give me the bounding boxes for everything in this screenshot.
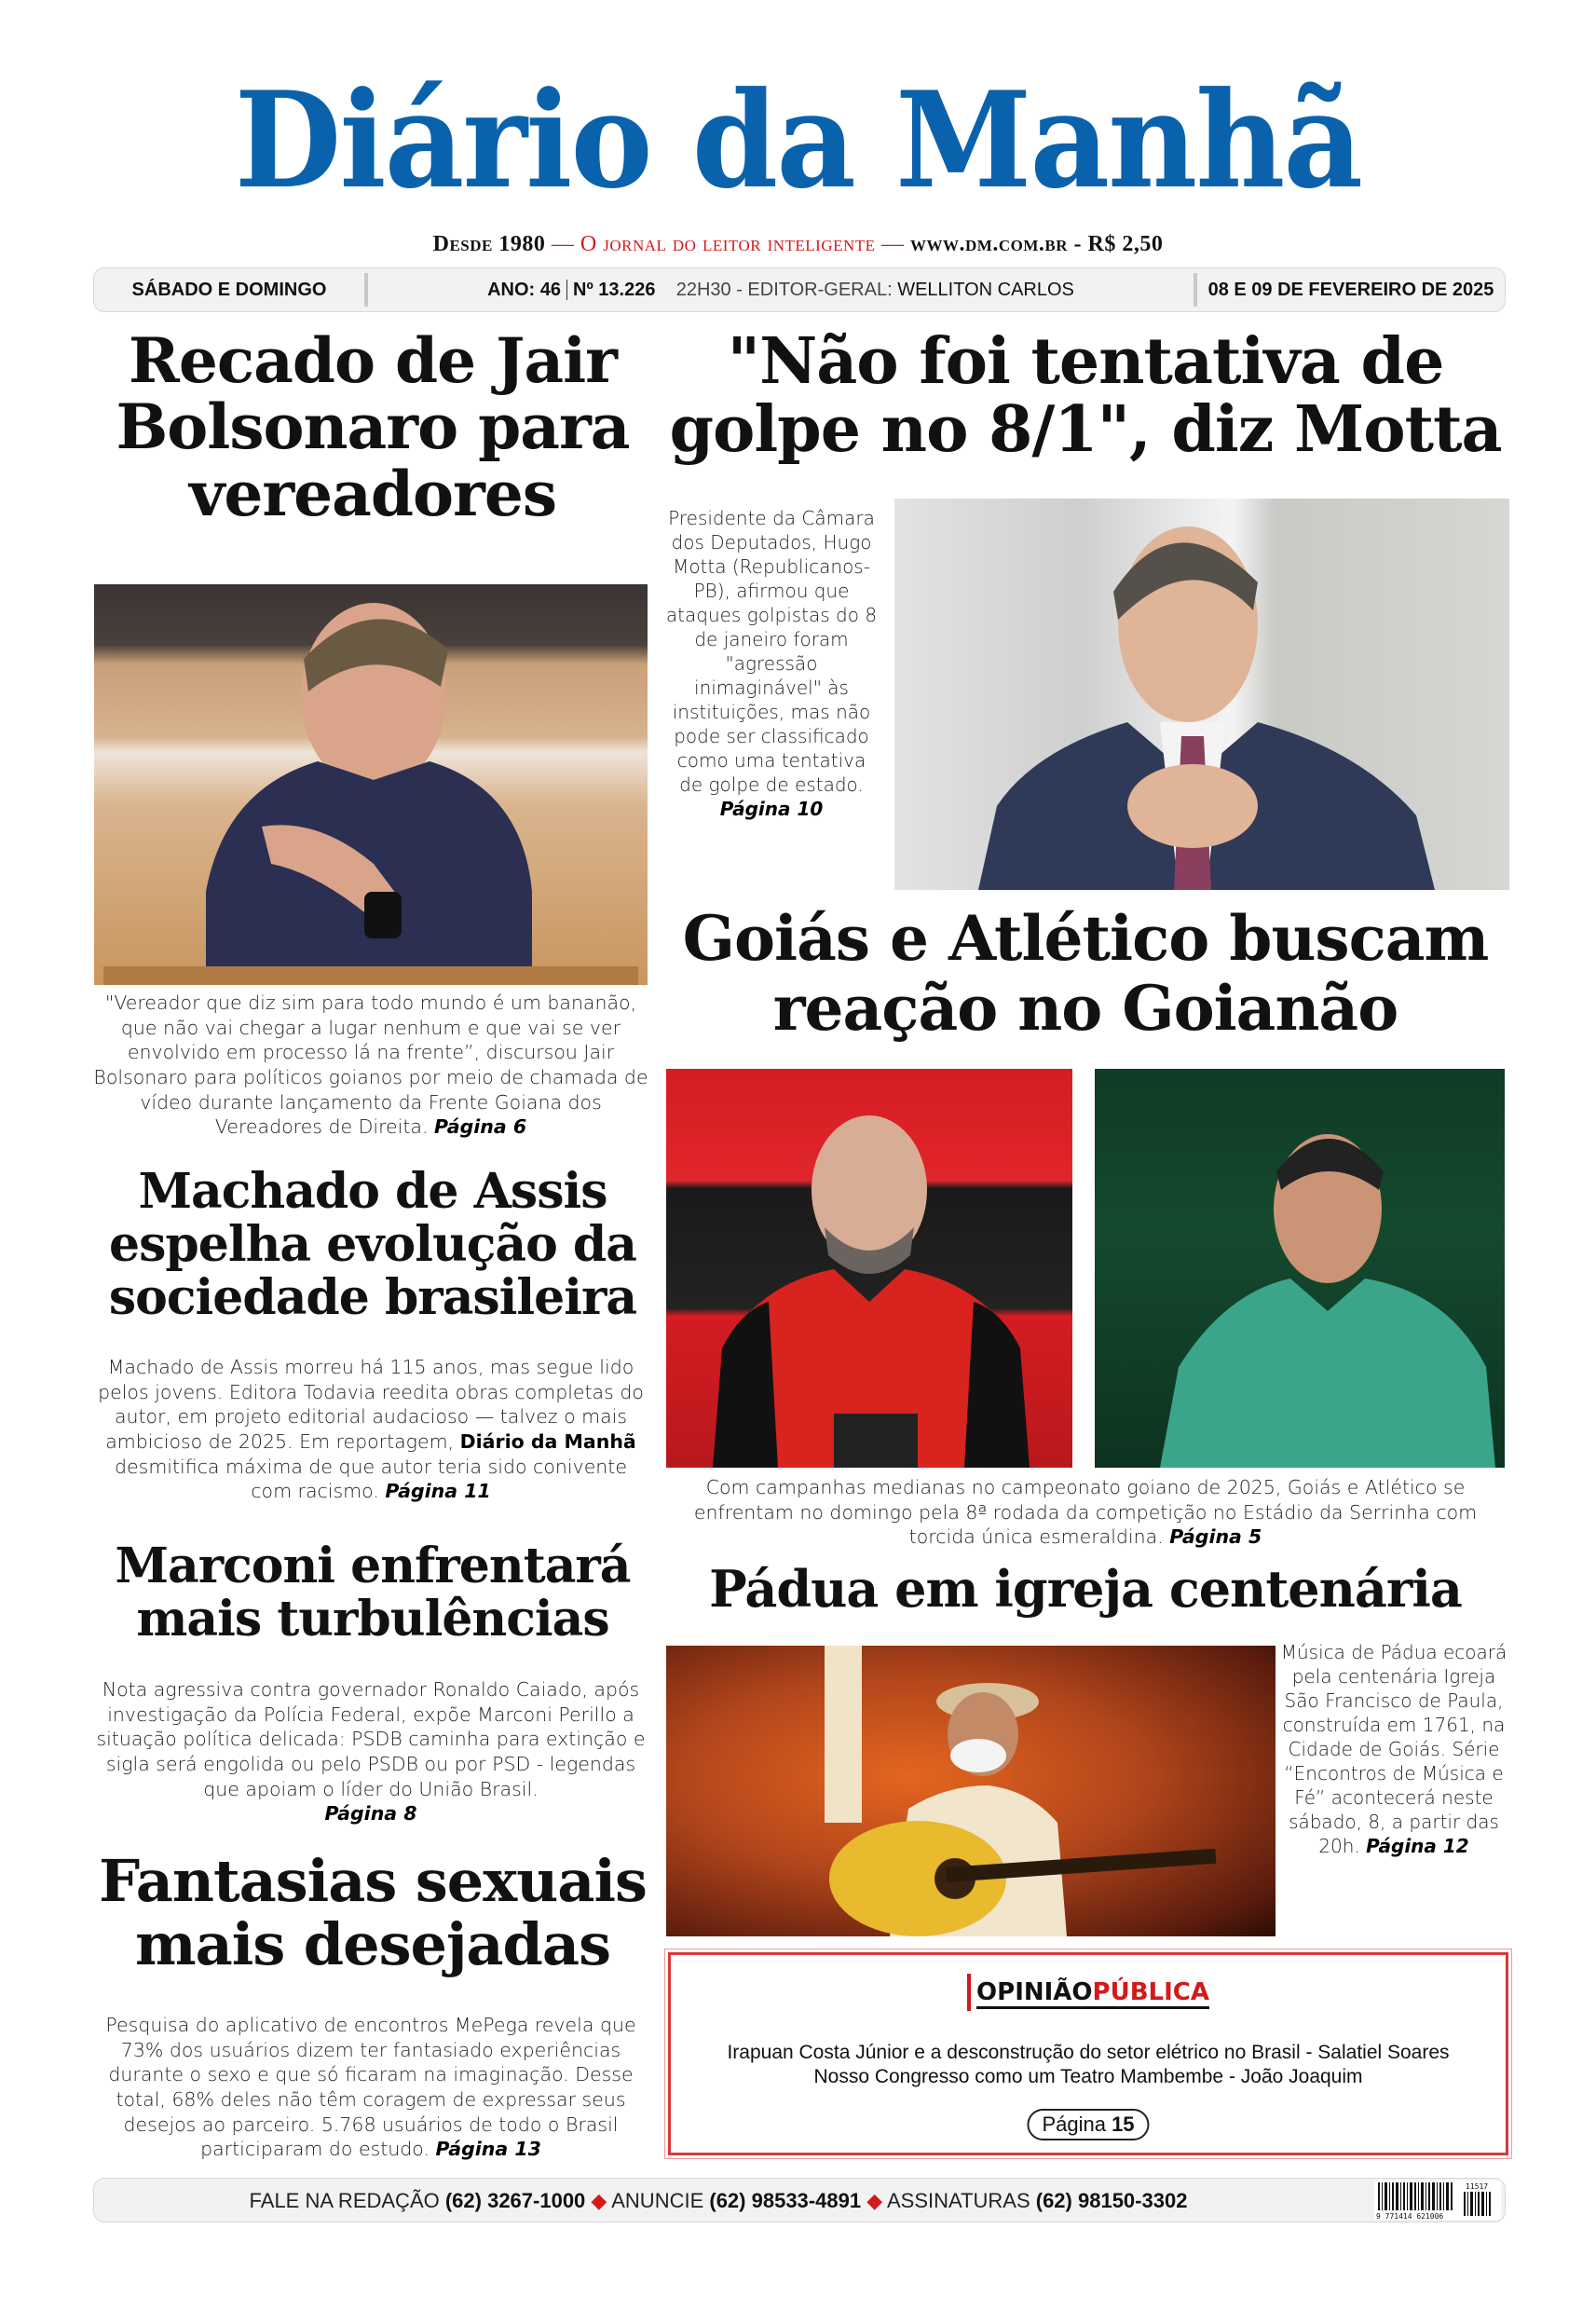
blurb-machado [93,1355,648,1504]
photo-atletico-coach[interactable] [666,1069,1072,1468]
editor-label: - EDITOR-GERAL: [730,279,898,300]
redacao-label: FALE NA REDAÇÃO [249,2189,445,2212]
person-illustration-icon [666,1069,1072,1468]
anuncie-label: ANUNCIE [607,2189,710,2212]
headline-motta[interactable]: "Não foi tentativa de golpe no 8/1", diz Motta [669,324,1502,468]
redacao-phone[interactable]: (62) 3267-1000 [444,2189,586,2212]
edition-day: SÁBADO E DOMINGO [131,279,327,300]
blurb-text: Pesquisa do aplicativo de encontros MePega revela que 73% dos usuários dizem ter fantasiado experiências durante o sexo e que só ficaram na imaginação. Desse total, 68% deles não têm coragem de expressar seus desejos ao parceiro. 5.768 usuários de todo o Brasil participaram do estudo. [105,2014,636,2161]
tagline-dash: — [875,232,911,256]
edition-year: ANO: 46 [487,279,561,300]
blurb-text: Machado de Assis morreu há 115 anos, mas segue lido pelos jovens. Editora Todavia reedita obras completas do autor, em projeto editorial audacioso — talvez o mais ambicioso de 2025. Em reportagem, [98,1356,644,1453]
blurb-marconi [93,1677,648,1826]
person-illustration-icon [894,499,1509,890]
page-link[interactable]: Página 6 [434,1115,527,1139]
page-link[interactable]: Página 11 [385,1480,491,1503]
headline-machado[interactable]: Machado de Assis espelha evolução da sociedade brasileira [108,1163,637,1327]
edition-meta [368,280,1194,301]
tagline-price: - R$ 2,50 [1068,232,1164,256]
divider [566,280,567,300]
blurb-text: desmitifica máxima de que autor teria sido conivente com racismo. [115,1455,627,1503]
blurb-text: Nota agressiva contra governador Ronaldo Caiado, após investigação da Polícia Federal, expõe Marconi Perillo a situação política delicada: PSDB caminha para extinção e sigla será engolida ou pelo PSDB ou por PSD - legendas que apoiam o líder do União Brasil. [96,1678,646,1800]
page-link[interactable]: Página 10 [719,798,824,820]
tagline-url[interactable]: www.dm.com.br [910,232,1069,256]
page-link[interactable]: Página 12 [1366,1835,1469,1857]
headline-marconi[interactable]: Marconi enfrentará mais turbulências [115,1538,631,1648]
opiniao-title [671,1974,1506,2011]
diamond-icon: ◆ [866,2189,883,2212]
opiniao-title-word1: OPINIÃO [976,1978,1093,2009]
barcode-addon: 11517 [1466,2182,1489,2191]
editor-name: WELLITON CARLOS [897,279,1074,300]
assinaturas-phone[interactable]: (62) 98150-3302 [1035,2189,1188,2212]
photo-goias-coach[interactable] [1095,1069,1505,1468]
page-label: Página [1042,2113,1112,2136]
headline-bolsonaro[interactable]: Recado de Jair Bolsonaro para vereadores [116,324,630,530]
tagline-dash: — [545,232,580,256]
edition-info-bar [93,267,1506,312]
edition-date: 08 E 09 DE FEVEREIRO DE 2025 [1207,279,1494,300]
anuncie-phone[interactable]: (62) 98533-4891 [709,2189,862,2212]
person-illustration-icon [666,1646,1275,1936]
photo-padua[interactable] [666,1646,1275,1936]
blurb-padua [1276,1640,1511,1858]
headline-goias[interactable]: Goiás e Atlético buscam reação no Goianão [682,902,1489,1045]
barcode-number: 9 771414 621006 [1376,2212,1444,2220]
opiniao-item[interactable]: Nosso Congresso como um Teatro Mambembe - João Joaquim [813,2066,1363,2088]
person-illustration-icon [94,584,648,985]
blurb-text: Com campanhas medianas no campeonato goiano de 2025, Goiás e Atlético se enfrentam no domingo pela 8ª rodada da competição no Estádio da Serrinha com torcida única esmeraldina. [693,1476,1478,1549]
blurb-goias [663,1475,1507,1550]
masthead-tagline [0,232,1596,257]
page-number: 15 [1112,2113,1135,2136]
contact-line [94,2189,1343,2213]
opiniao-list [671,2041,1506,2090]
tagline-motto: O jornal do leitor inteligente [580,232,876,256]
opiniao-title-word2: PÚBLICA [1093,1978,1209,2009]
opiniao-publica-box [668,1952,1508,2155]
photo-bolsonaro[interactable] [94,584,648,985]
blurb-fantasias [93,2013,648,2162]
page-link[interactable]: Página 8 [324,1802,417,1826]
accent-bar [967,1974,971,2011]
edition-time: 22H30 [675,279,731,300]
contact-footer [93,2178,1506,2222]
person-illustration-icon [1095,1069,1505,1468]
blurb-text: Música de Pádua ecoará pela centenária Igreja São Francisco de Paula, construída em 1761, na Cidade de Goiás. Série “Encontros de Música e Fé” acontecerá neste sábado, 8, a partir das 20h. [1280,1641,1507,1857]
blurb-bold: Diário da Manhã [459,1429,636,1453]
masthead-title: Diário da Manhã [234,63,1362,218]
barcode-icon [1374,2181,1501,2220]
assinaturas-label: ASSINATURAS [882,2189,1036,2212]
headline-padua[interactable]: Pádua em igreja centenária [709,1559,1462,1619]
tagline-since: Desde 1980 [432,232,546,256]
page-link[interactable]: Página 13 [435,2138,541,2161]
photo-motta[interactable] [894,499,1509,890]
opiniao-item[interactable]: Irapuan Costa Júnior e a desconstrução do setor elétrico no Brasil - Salatiel Soares [727,2042,1450,2063]
blurb-motta [663,506,880,821]
blurb-text: "Vereador que diz sim para todo mundo é um bananão, que não vai chegar a lugar nenhum e que vai se ver envolvido em processo lá na frente”, discursou Jair Bolsonaro para políticos goianos por meio de chamada de vídeo durante lançamento da Frente Goiana dos Vereadores de Direita. [93,991,648,1139]
blurb-text: Presidente da Câmara dos Deputados, Hugo Motta (Republicanos-PB), afirmou que ataques golpistas do 8 de janeiro foram "agressão inimaginável" às instituições, mas não pode ser classificado como uma tentativa de golpe de estado. [665,507,878,796]
blurb-bolsonaro [93,991,648,1140]
edition-number: Nº 13.226 [573,279,656,300]
opiniao-page-button[interactable] [1027,2109,1149,2140]
headline-fantasias[interactable]: Fantasias sexuais mais desejadas [99,1847,647,1979]
diamond-icon: ◆ [591,2189,607,2212]
page-link[interactable]: Página 5 [1169,1525,1262,1549]
